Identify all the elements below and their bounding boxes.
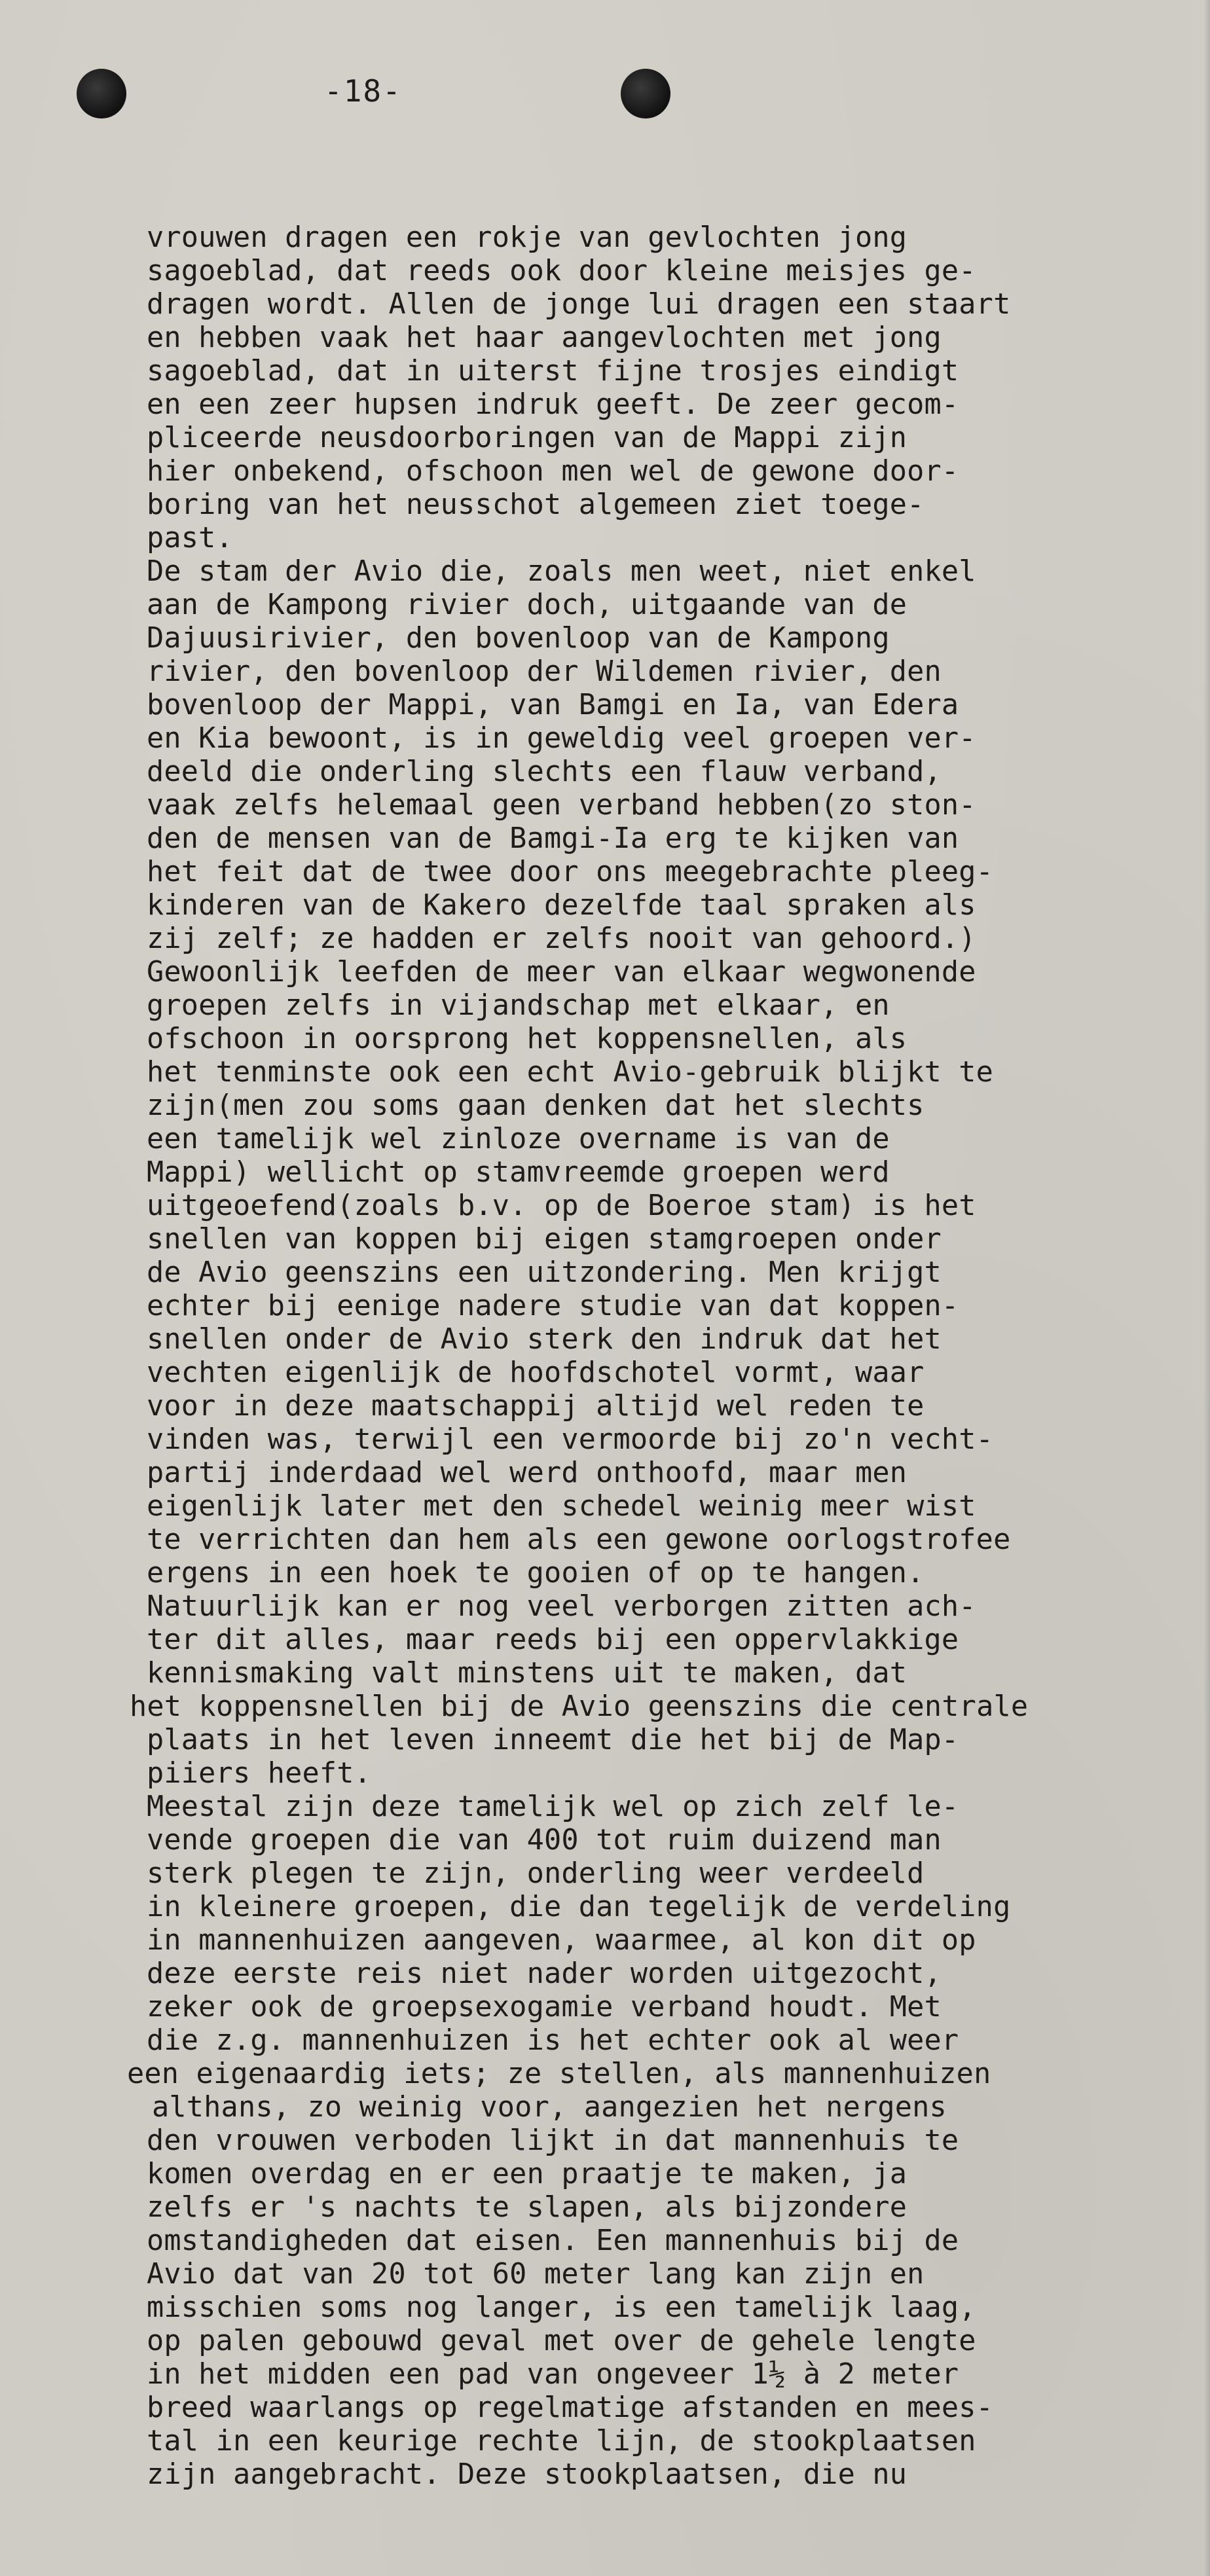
text-line: Mappi) wellicht op stamvreemde groepen werd xyxy=(147,1156,890,1189)
page-edge-shadow xyxy=(1203,0,1210,2576)
text-line: snellen onder de Avio sterk den indruk dat het xyxy=(147,1323,942,1356)
text-line: een eigenaardig iets; ze stellen, als mannenhuizen xyxy=(127,2058,991,2090)
text-line: ergens in een hoek te gooien of op te hangen. xyxy=(147,1557,925,1589)
text-line: Meestal zijn deze tamelijk wel op zich zelf le- xyxy=(147,1790,959,1823)
text-line: De stam der Avio die, zoals men weet, niet enkel xyxy=(147,555,976,588)
text-line: pliceerde neusdoorboringen van de Mappi zijn xyxy=(147,422,908,454)
text-line: misschien soms nog langer, is een tamelijk laag, xyxy=(147,2291,976,2324)
text-line: en een zeer hupsen indruk geeft. De zeer gecom- xyxy=(147,388,959,421)
text-line: voor in deze maatschappij altijd wel reden te xyxy=(147,1390,925,1423)
text-line: vende groepen die van 400 tot ruim duizend man xyxy=(147,1824,942,1857)
text-line: groepen zelfs in vijandschap met elkaar, en xyxy=(147,989,890,1022)
text-line: deze eerste reis niet nader worden uitgezocht, xyxy=(147,1957,942,1990)
text-line: snellen van koppen bij eigen stamgroepen onder xyxy=(147,1223,942,1256)
text-line: althans, zo weinig voor, aangezien het nergens xyxy=(152,2091,947,2124)
text-line: het tenminste ook een echt Avio-gebruik blijkt te xyxy=(147,1056,994,1089)
text-line: kennismaking valt minstens uit te maken, dat xyxy=(147,1657,908,1690)
text-line: uitgeoefend(zoals b.v. op de Boeroe stam) is het xyxy=(147,1189,976,1222)
text-line: de Avio geenszins een uitzondering. Men krijgt xyxy=(147,1256,942,1289)
text-line: Avio dat van 20 tot 60 meter lang kan zijn en xyxy=(147,2258,925,2291)
text-line: zeker ook de groepsexogamie verband houdt. Met xyxy=(147,1991,942,2023)
text-line: partij inderdaad wel werd onthoofd, maar men xyxy=(147,1457,908,1489)
text-line: piiers heeft. xyxy=(147,1757,372,1790)
text-line: het koppensnellen bij de Avio geenszins die centrale xyxy=(130,1690,1029,1723)
text-line: sagoeblad, dat reeds ook door kleine meisjes ge- xyxy=(147,255,976,287)
text-line: op palen gebouwd geval met over de gehele lengte xyxy=(147,2325,976,2357)
text-line: zijn(men zou soms gaan denken dat het slechts xyxy=(147,1089,925,1122)
text-line: het feit dat de twee door ons meegebrachte pleeg- xyxy=(147,856,994,888)
text-line: plaats in het leven inneemt die het bij de Map- xyxy=(147,1724,959,1756)
text-line: te verrichten dan hem als een gewone oorlogstrofee xyxy=(147,1523,1011,1556)
text-line: zelfs er 's nachts te slapen, als bijzondere xyxy=(147,2191,908,2224)
text-line: den vrouwen verboden lijkt in dat mannenhuis te xyxy=(147,2124,959,2157)
text-line: vechten eigenlijk de hoofdschotel vormt, waar xyxy=(147,1356,925,1389)
text-line: en hebben vaak het haar aangevlochten met jong xyxy=(147,321,942,354)
text-line: in kleinere groepen, die dan tegelijk de verdeling xyxy=(147,1891,1011,1923)
punch-hole-right xyxy=(621,69,670,118)
text-line: deeld die onderling slechts een flauw verband, xyxy=(147,755,942,788)
text-line: dragen wordt. Allen de jonge lui dragen een staart xyxy=(147,288,1011,321)
page-number: -18- xyxy=(324,73,402,109)
text-line: ofschoon in oorsprong het koppensnellen, als xyxy=(147,1023,908,1055)
typewritten-body xyxy=(127,221,1168,2492)
text-line: zijn aangebracht. Deze stookplaatsen, die nu xyxy=(147,2458,908,2491)
text-line: rivier, den bovenloop der Wildemen rivier, den xyxy=(147,655,942,688)
text-line: Natuurlijk kan er nog veel verborgen zitten ach- xyxy=(147,1590,976,1623)
text-line: zij zelf; ze hadden er zelfs nooit van gehoord.) xyxy=(147,922,976,955)
text-line: den de mensen van de Bamgi-Ia erg te kijken van xyxy=(147,822,959,855)
text-line: breed waarlangs op regelmatige afstanden en mees- xyxy=(147,2391,994,2424)
text-line: boring van het neusschot algemeen ziet toege- xyxy=(147,488,925,521)
text-line: eigenlijk later met den schedel weinig meer wist xyxy=(147,1490,976,1523)
text-line: Gewoonlijk leefden de meer van elkaar wegwonende xyxy=(147,956,976,989)
text-line: past. xyxy=(147,522,233,554)
text-line: vrouwen dragen een rokje van gevlochten jong xyxy=(147,221,908,254)
text-line: omstandigheden dat eisen. Een mannenhuis bij de xyxy=(147,2224,959,2257)
text-line: kinderen van de Kakero dezelfde taal spraken als xyxy=(147,889,976,922)
text-line: in het midden een pad van ongeveer 1½ à 2 meter xyxy=(147,2358,959,2391)
text-line: aan de Kampong rivier doch, uitgaande van de xyxy=(147,589,908,621)
text-line: sagoeblad, dat in uiterst fijne trosjes eindigt xyxy=(147,355,959,388)
text-line: komen overdag en er een praatje te maken, ja xyxy=(147,2158,908,2190)
text-line: een tamelijk wel zinloze overname is van de xyxy=(147,1123,890,1155)
text-line: tal in een keurige rechte lijn, de stookplaatsen xyxy=(147,2425,976,2458)
text-line: ter dit alles, maar reeds bij een oppervlakkige xyxy=(147,1624,959,1656)
text-line: vaak zelfs helemaal geen verband hebben(zo ston- xyxy=(147,789,976,822)
text-line: hier onbekend, ofschoon men wel de gewone door- xyxy=(147,455,959,488)
text-line: en Kia bewoont, is in geweldig veel groepen ver- xyxy=(147,722,976,755)
text-line: in mannenhuizen aangeven, waarmee, al kon dit op xyxy=(147,1924,976,1957)
punch-hole-left xyxy=(77,69,126,118)
text-line: bovenloop der Mappi, van Bamgi en Ia, van Edera xyxy=(147,689,959,721)
text-line: sterk plegen te zijn, onderling weer verdeeld xyxy=(147,1857,925,1890)
text-line: vinden was, terwijl een vermoorde bij zo'n vecht- xyxy=(147,1423,994,1456)
text-line: die z.g. mannenhuizen is het echter ook al weer xyxy=(147,2024,959,2057)
text-line: Dajuusirivier, den bovenloop van de Kampong xyxy=(147,622,890,655)
text-line: echter bij eenige nadere studie van dat koppen- xyxy=(147,1290,959,1322)
